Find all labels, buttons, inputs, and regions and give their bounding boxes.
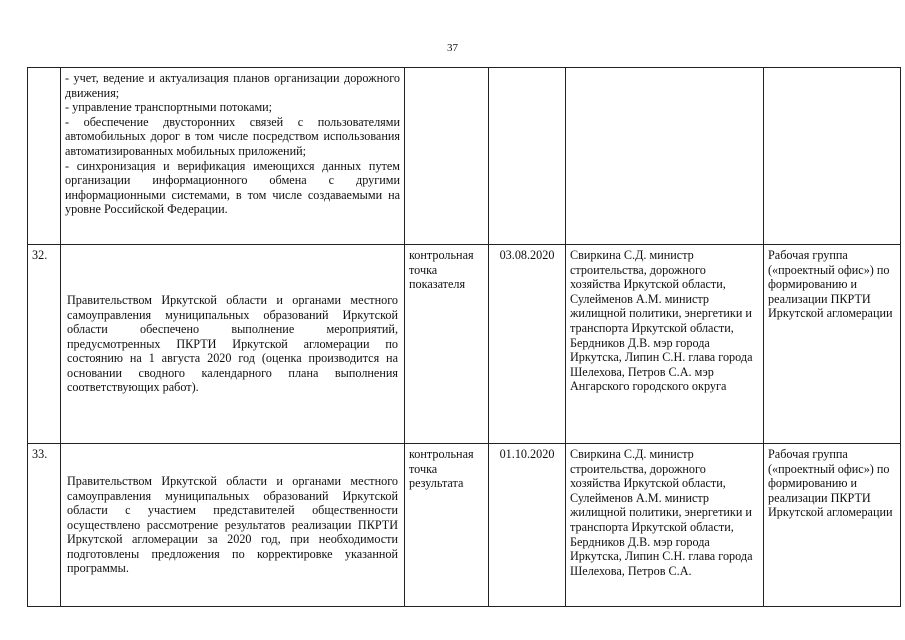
row-working-body-cell <box>764 444 901 607</box>
table-row-continuation <box>28 68 901 245</box>
row-description: Правительством Иркутской области и органами местного самоуправления муниципальных образований Иркутской области обеспечено выполнение мероприятий, предусмотренных ПКРТИ Иркутской агломерации по состоянию на 1 августа 2020 год (оценка производится на основании сводного календарного плана выполнения соответствующих работ). <box>61 245 405 444</box>
plan-table <box>27 67 901 607</box>
row-date: 01.10.2020 <box>489 444 566 607</box>
responsible-cell <box>566 68 764 245</box>
description-cell <box>61 68 405 245</box>
row-description: Правительством Иркутской области и органами местного самоуправления муниципальных образований Иркутской области с участием представителей общественности осуществлено рассмотрение результатов реализации ПКРТИ Иркутской агломерации за 2020 год, при необходимости подготовлены предложения по корректировке указанной программы. <box>61 444 405 607</box>
row-number: 32. <box>28 245 61 444</box>
number-cell <box>28 68 61 245</box>
row-event-type: контрольная точка показателя <box>405 245 489 444</box>
list-item: - учет, ведение и актуализация планов организации дорожного движения; <box>65 71 400 100</box>
row-responsible-cell <box>566 444 764 607</box>
row-date: 03.08.2020 <box>489 245 566 444</box>
date-cell <box>489 68 566 245</box>
table-row <box>28 245 901 444</box>
row-number: 33. <box>28 444 61 607</box>
event-type-cell <box>405 68 489 245</box>
row-working-body: Рабочая группа («проектный офис») по формированию и реализации ПКРТИ Иркутской агломерации <box>768 447 893 520</box>
table-row <box>28 444 901 607</box>
list-item: - управление транспортными потоками; <box>65 100 273 115</box>
row-working-body: Рабочая группа («проектный офис») по формированию и реализации ПКРТИ Иркутской агломерации <box>764 245 901 444</box>
page-number: 37 <box>447 42 458 54</box>
list-item: - обеспечение двусторонних связей с пользователями автомобильных дорог в том числе посредством использования автоматизированных мобильных приложений; <box>65 114 400 158</box>
row-responsible: Свиркина С.Д. министр строительства, дорожного хозяйства Иркутской области, Сулейменов А.М. министр жилищной политики, энергетики и транспорта Иркутской области, Бердников Д.В. мэр города Иркутска, Липин С.Н. глава города Шелехова, Петров С.А. <box>570 447 753 578</box>
list-item: - синхронизация и верификация имеющихся данных путем организации информационного обмена с другими информационными системами, в том числе создаваемыми на уровне Российской Федерации. <box>65 158 400 217</box>
working-body-cell <box>764 68 901 245</box>
row-responsible: Свиркина С.Д. министр строительства, дорожного хозяйства Иркутской области, Сулейменов А.М. министр жилищной политики, энергетики и транспорта Иркутской области, Бердников Д.В. мэр города Иркутска, Липин С.Н. глава города Шелехова, Петров С.А. мэр Ангарского городского округа <box>566 245 764 444</box>
row-event-type: контрольная точка результата <box>405 444 489 607</box>
